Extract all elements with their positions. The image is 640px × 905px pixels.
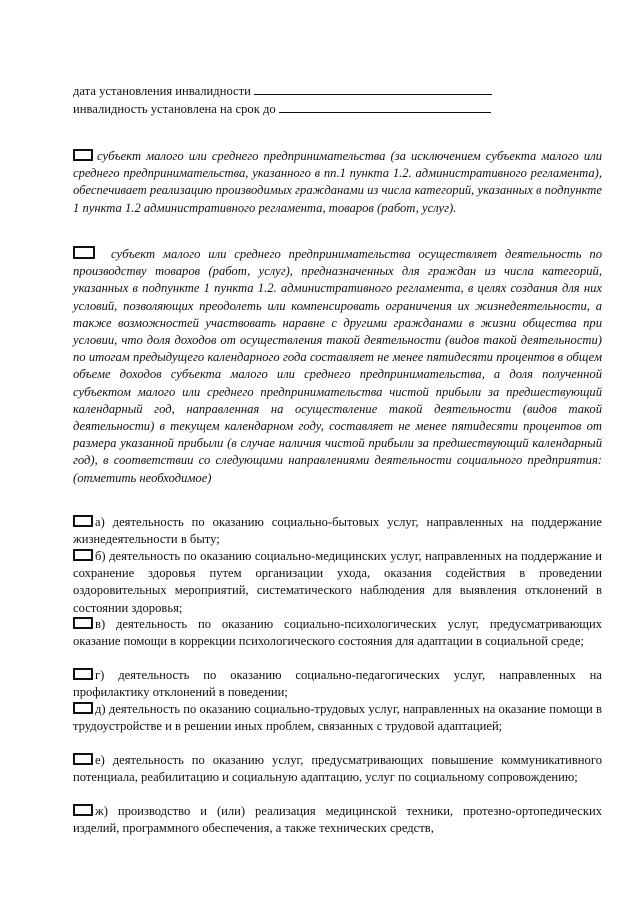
activity-g-checkbox[interactable] (73, 668, 93, 680)
activity-item-b (73, 548, 602, 617)
activity-v-checkbox[interactable] (73, 617, 93, 629)
disability-date-blank[interactable] (254, 82, 492, 95)
option-1-text: субъект малого или среднего предпринимательства (за исключением субъекта малого или среднего предпринимательства, указанного в пп.1 пункта 1.2. административного регламента), обеспечивает реализацию производимых гражданами из числа категорий, указанных в подпункте 1 пункта 1.2 административного регламента, товаров (работ, услуг). (73, 149, 602, 215)
disability-term-label: инвалидность установлена на срок до (73, 102, 276, 116)
activity-d-checkbox[interactable] (73, 702, 93, 714)
disability-date-field (73, 82, 492, 100)
activity-item-e (73, 752, 602, 786)
activity-e-checkbox[interactable] (73, 753, 93, 765)
activity-item-d (73, 701, 602, 735)
option-2-checkbox[interactable] (73, 246, 95, 259)
option-2-paragraph (73, 246, 602, 487)
disability-term-field (73, 100, 491, 118)
activity-v-text: в) деятельность по оказанию социально-психологических услуг, предусматривающих оказание помощи в коррекции психологического состояния для адаптации в социальной среде; (73, 617, 602, 649)
activity-item-g (73, 667, 602, 701)
activity-item-v (73, 616, 602, 650)
activity-item-a (73, 514, 602, 548)
activity-e-text: е) деятельность по оказанию услуг, предусматривающих повышение коммуникативного потенциала, реабилитацию и социальную адаптацию, услуг по социальному сопровождению; (73, 753, 602, 785)
activity-b-text: б) деятельность по оказанию социально-медицинских услуг, направленных на поддержание и сохранение здоровья путем организации ухода, оказания содействия в проведении оздоровительных мероприятий, систематического наблюдения для выявления отклонений в состоянии здоровья; (73, 549, 602, 615)
activity-d-text: д) деятельность по оказанию социально-трудовых услуг, направленных на оказание помощи в трудоустройстве и в решении иных проблем, связанных с трудовой адаптацией; (73, 702, 602, 734)
activity-zh-text: ж) производство и (или) реализация медицинской техники, протезно-ортопедических изделий, программного обеспечения, а также технических средств, (73, 804, 602, 836)
activity-a-text: а) деятельность по оказанию социально-бытовых услуг, направленных на поддержание жизнедеятельности в быту; (73, 515, 602, 547)
option-2-text: субъект малого или среднего предпринимательства осуществляет деятельность по производству товаров (работ, услуг), предназначенных для граждан из числа категорий, указанных в подпункте 1 пункта 1.2. административного регламента, в целях создания для них условий, позволяющих преодолеть или компенсировать ограничения их жизнедеятельности, а также возможностей участвовать наравне с другими гражданами в жизни общества при условии, что доля доходов от осуществления такой деятельности (видов такой деятельности) по итогам предыдущего календарного года составляет не менее пятидесяти процентов в общем объеме доходов субъекта малого или среднего предпринимательства, а доля полученной субъектом малого или среднего предпринимательства чистой прибыли за предшествующий календарный год, направленная на осуществление такой деятельности (видов такой деятельности) в текущем календарном году, составляет не менее пятидесяти процентов от размера указанной прибыли (в случае наличия чистой прибыли за предшествующий календарный год), в соответствии со следующими направлениями деятельности социального предприятия: (отметить необходимое) (73, 247, 602, 485)
option-1-checkbox[interactable] (73, 149, 93, 161)
activity-a-checkbox[interactable] (73, 515, 93, 527)
activity-b-checkbox[interactable] (73, 549, 93, 561)
disability-term-blank[interactable] (279, 100, 491, 113)
activity-zh-checkbox[interactable] (73, 804, 93, 816)
option-1-paragraph (73, 148, 602, 217)
activity-g-text: г) деятельность по оказанию социально-педагогических услуг, направленных на профилактику отклонений в поведении; (73, 668, 602, 700)
disability-date-label: дата установления инвалидности (73, 84, 251, 98)
activity-item-zh (73, 803, 602, 837)
